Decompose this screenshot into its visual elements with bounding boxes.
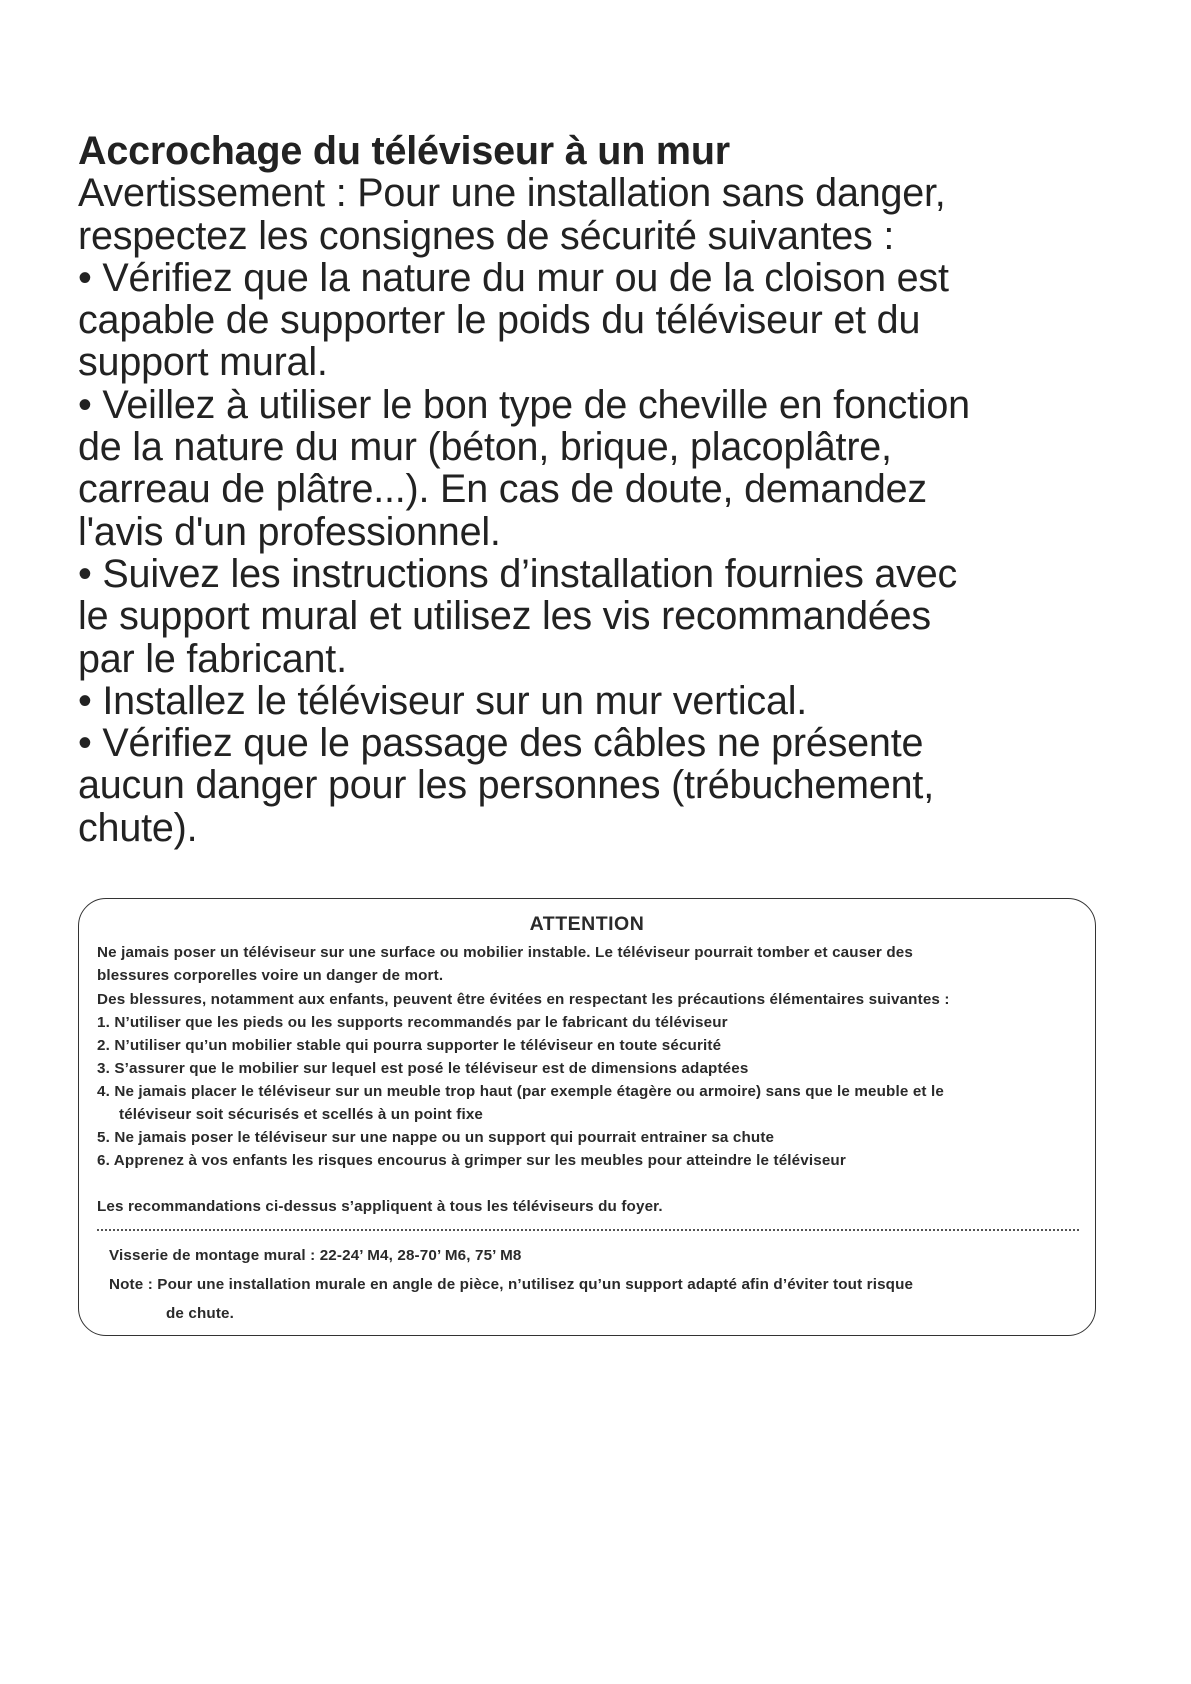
intro-line: carreau de plâtre...). En cas de doute, demandez: [78, 467, 927, 512]
precaution-item-continued: téléviseur soit sécurisés et scellés à un point fixe: [119, 1106, 484, 1123]
page-title: Accrochage du téléviseur à un mur: [78, 129, 730, 173]
intro-line: support mural.: [78, 340, 328, 385]
precaution-item: 3. S’assurer que le mobilier sur lequel est posé le téléviseur est de dimensions adaptées: [97, 1060, 749, 1077]
precaution-item: 2. N’utiliser qu’un mobilier stable qui pourra supporter le téléviseur en toute sécurité: [97, 1037, 722, 1054]
precaution-item: 5. Ne jamais poser le téléviseur sur une nappe ou un support qui pourrait entrainer sa chute: [97, 1129, 775, 1146]
intro-line: • Suivez les instructions d’installation fournies avec: [78, 551, 958, 596]
attention-heading: ATTENTION: [529, 913, 645, 935]
warning-line: blessures corporelles voire un danger de mort.: [97, 967, 444, 984]
precautions-intro: Des blessures, notamment aux enfants, peuvent être évitées en respectant les précautions élémentaires suivantes :: [97, 991, 950, 1008]
warning-line: Ne jamais poser un téléviseur sur une surface ou mobilier instable. Le téléviseur pourrait tomber et causer des: [97, 944, 913, 961]
recommendations-footer: Les recommandations ci-dessus s’appliquent à tous les téléviseurs du foyer.: [97, 1198, 663, 1215]
intro-line: • Veillez à utiliser le bon type de cheville en fonction: [78, 382, 970, 427]
corner-mount-note-continued: de chute.: [166, 1305, 235, 1322]
intro-line: • Installez le téléviseur sur un mur vertical.: [78, 678, 808, 723]
intro-section: [78, 130, 1118, 849]
mounting-screws: Visserie de montage mural : 22-24’ M4, 28-70’ M6, 75’ M8: [109, 1247, 522, 1264]
attention-box: [78, 898, 1096, 1336]
precaution-item: 4. Ne jamais placer le téléviseur sur un meuble trop haut (par exemple étagère ou armoire) sans que le meuble et le: [97, 1083, 944, 1100]
dotted-divider: [97, 1229, 1079, 1231]
intro-line: Avertissement : Pour une installation sans danger,: [78, 171, 946, 216]
intro-line: chute).: [78, 805, 198, 850]
intro-line: • Vérifiez que le passage des câbles ne présente: [78, 721, 924, 766]
corner-mount-note: Note : Pour une installation murale en angle de pièce, n’utilisez qu’un support adapté afin d’éviter tout risque: [109, 1276, 914, 1293]
intro-line: l'avis d'un professionnel.: [78, 509, 501, 554]
precaution-item: 1. N’utiliser que les pieds ou les supports recommandés par le fabricant du téléviseur: [97, 1014, 728, 1031]
intro-line: de la nature du mur (béton, brique, placoplâtre,: [78, 425, 892, 470]
intro-line: le support mural et utilisez les vis recommandées: [78, 594, 931, 639]
precaution-item: 6. Apprenez à vos enfants les risques encourus à grimper sur les meubles pour atteindre le téléviseur: [97, 1152, 846, 1169]
intro-line: capable de supporter le poids du téléviseur et du: [78, 298, 921, 343]
intro-line: aucun danger pour les personnes (trébuchement,: [78, 763, 934, 808]
intro-line: par le fabricant.: [78, 636, 347, 681]
intro-line: respectez les consignes de sécurité suivantes :: [78, 213, 895, 258]
intro-line: • Vérifiez que la nature du mur ou de la cloison est: [78, 255, 949, 300]
